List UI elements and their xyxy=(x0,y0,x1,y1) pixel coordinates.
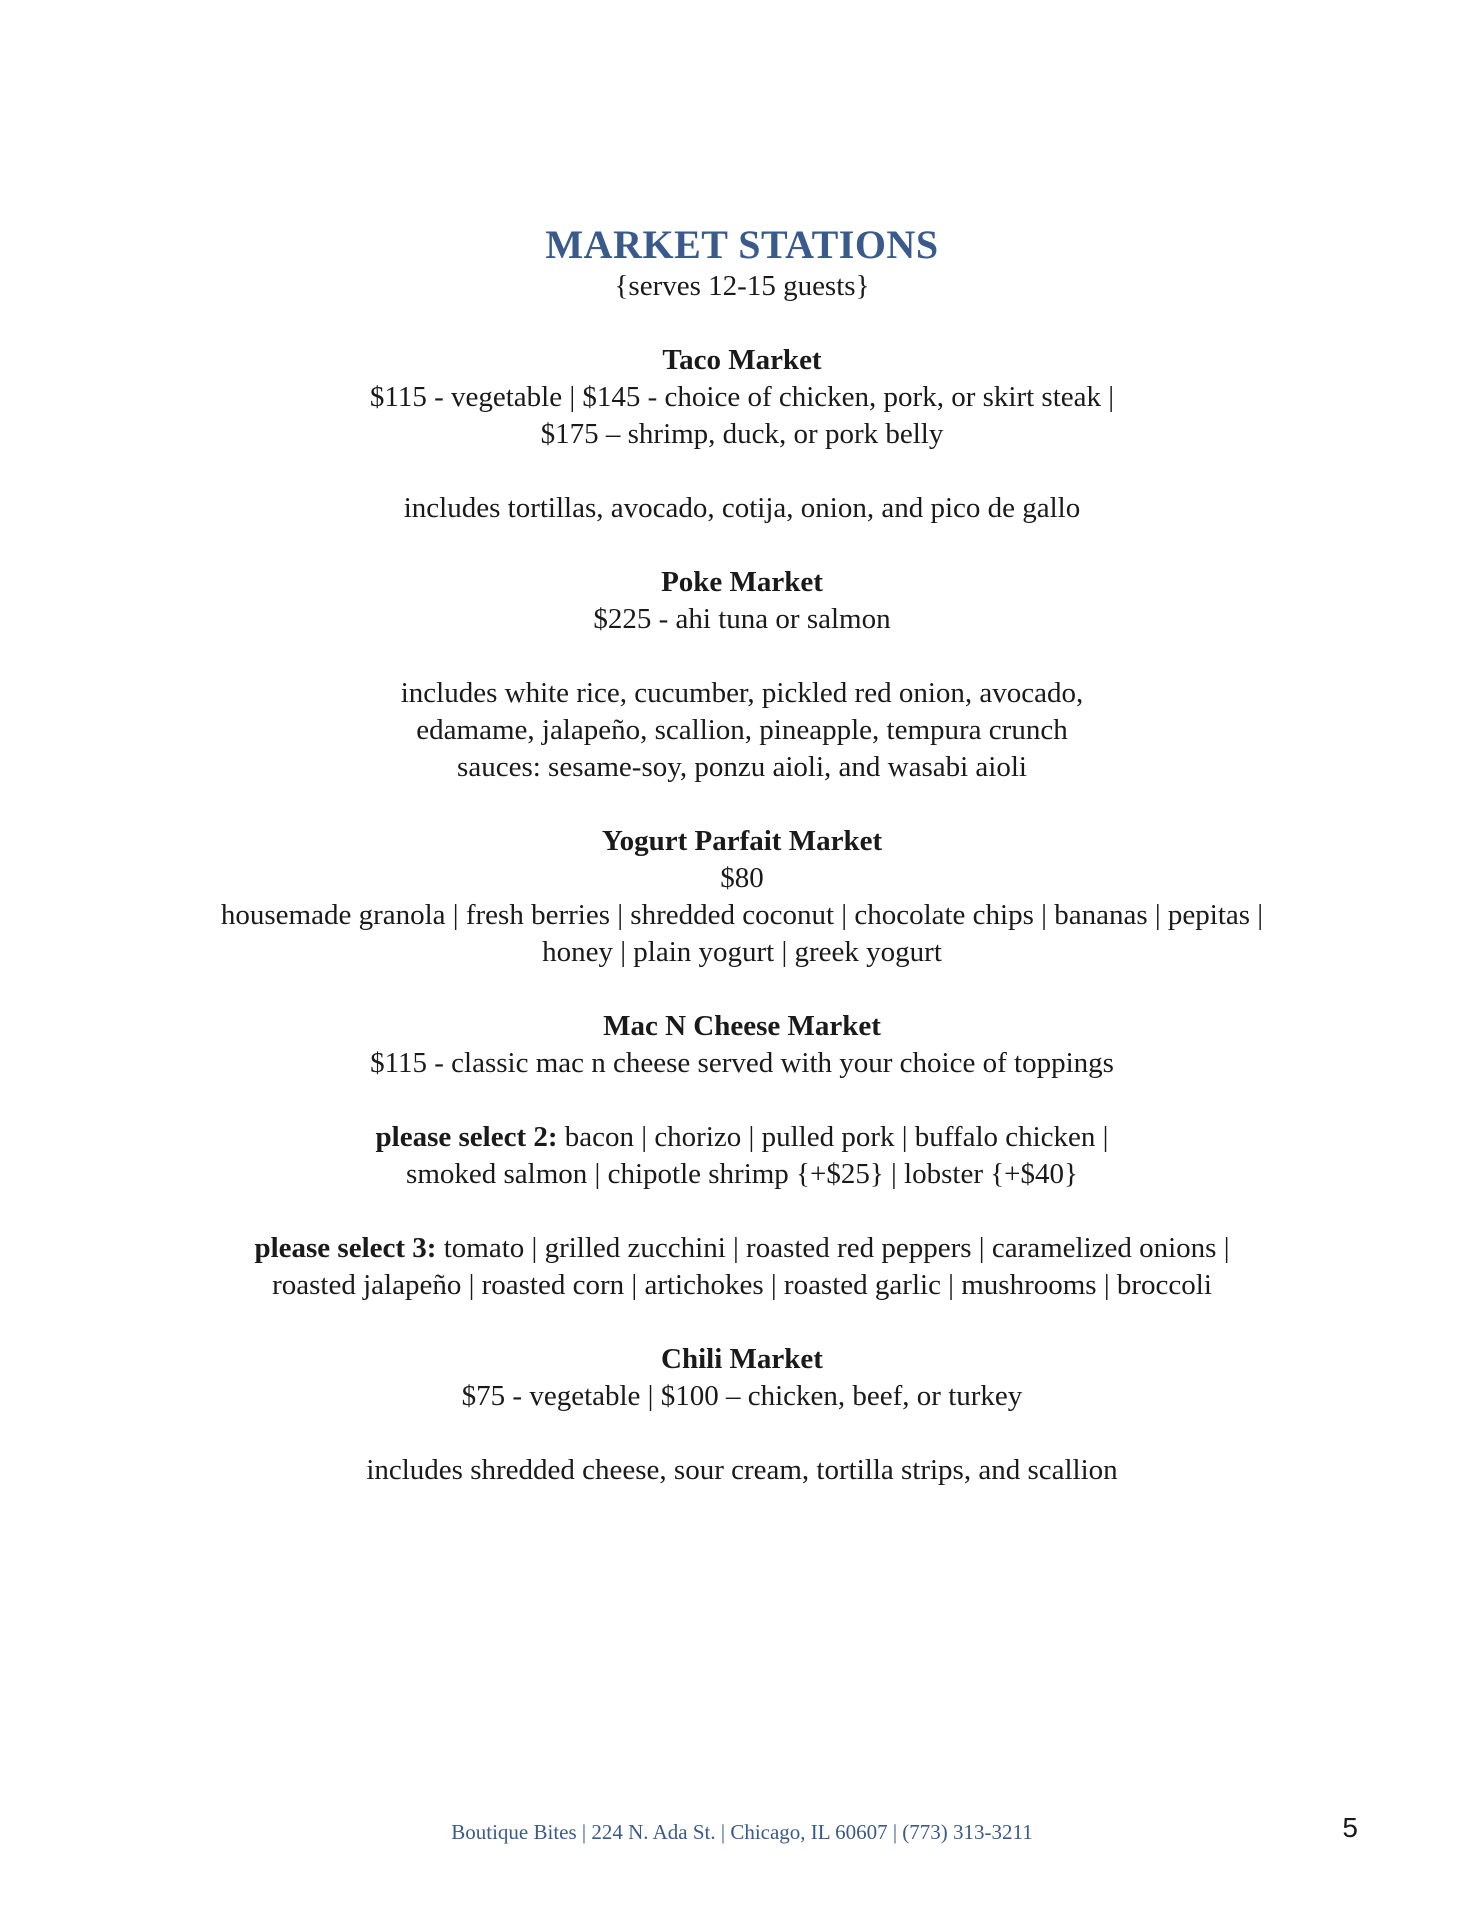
yogurt-parfait-market-section xyxy=(100,823,1384,971)
mac-select-3-line-2: roasted jalapeño | roasted corn | artichokes | roasted garlic | mushrooms | broccoli xyxy=(272,1269,1212,1301)
mac-n-cheese-market-price: $115 - classic mac n cheese served with your choice of toppings xyxy=(370,1047,1114,1079)
menu-content xyxy=(100,222,1384,1526)
poke-market-sauces: sauces: sesame-soy, ponzu aioli, and wasabi aioli xyxy=(457,751,1027,783)
poke-market-includes-line-2: edamame, jalapeño, scallion, pineapple, tempura crunch xyxy=(416,714,1068,746)
yogurt-parfait-market-title: Yogurt Parfait Market xyxy=(601,825,883,857)
mac-select-3-options-1: tomato | grilled zucchini | roasted red peppers | caramelized onions | xyxy=(436,1232,1230,1264)
chili-market-includes: includes shredded cheese, sour cream, tortilla strips, and scallion xyxy=(366,1454,1118,1486)
taco-market-includes: includes tortillas, avocado, cotija, onion, and pico de gallo xyxy=(403,492,1081,524)
poke-market-title: Poke Market xyxy=(661,566,823,598)
yogurt-parfait-market-price: $80 xyxy=(720,862,764,894)
mac-select-2-options-1: bacon | chorizo | pulled pork | buffalo chicken | xyxy=(557,1121,1109,1153)
taco-market-price-line-2: $175 – shrimp, duck, or pork belly xyxy=(540,418,944,450)
taco-market-title: Taco Market xyxy=(662,344,822,376)
yogurt-parfait-items-line-2: honey | plain yogurt | greek yogurt xyxy=(542,936,942,968)
poke-market-section xyxy=(100,564,1384,786)
mac-select-2-line-2: smoked salmon | chipotle shrimp {+$25} | lobster {+$40} xyxy=(406,1158,1078,1190)
page-number: 5 xyxy=(1342,1812,1358,1843)
mac-select-3-line-1 xyxy=(100,1230,1384,1267)
page-title: MARKET STATIONS xyxy=(545,222,939,267)
poke-market-includes-line-1: includes white rice, cucumber, pickled red onion, avocado, xyxy=(400,677,1084,709)
taco-market-price-line-1: $115 - vegetable | $145 - choice of chicken, pork, or skirt steak | xyxy=(369,381,1115,413)
chili-market-price: $75 - vegetable | $100 – chicken, beef, or turkey xyxy=(461,1380,1023,1412)
mac-n-cheese-market-section xyxy=(100,1008,1384,1304)
chili-market-section xyxy=(100,1341,1384,1489)
yogurt-parfait-items-line-1: housemade granola | fresh berries | shredded coconut | chocolate chips | bananas | pepitas | xyxy=(220,899,1264,931)
taco-market-section xyxy=(100,342,1384,527)
page-subtitle: {serves 12-15 guests} xyxy=(614,270,870,302)
chili-market-title: Chili Market xyxy=(661,1343,823,1375)
mac-n-cheese-market-title: Mac N Cheese Market xyxy=(603,1010,881,1042)
poke-market-price: $225 - ahi tuna or salmon xyxy=(593,603,891,635)
mac-select-3-label: please select 3: xyxy=(254,1232,437,1264)
mac-select-2-line-1 xyxy=(100,1119,1384,1156)
mac-select-2-label: please select 2: xyxy=(375,1121,558,1153)
footer-contact: Boutique Bites | 224 N. Ada St. | Chicago, IL 60607 | (773) 313-3211 xyxy=(451,1820,1033,1844)
